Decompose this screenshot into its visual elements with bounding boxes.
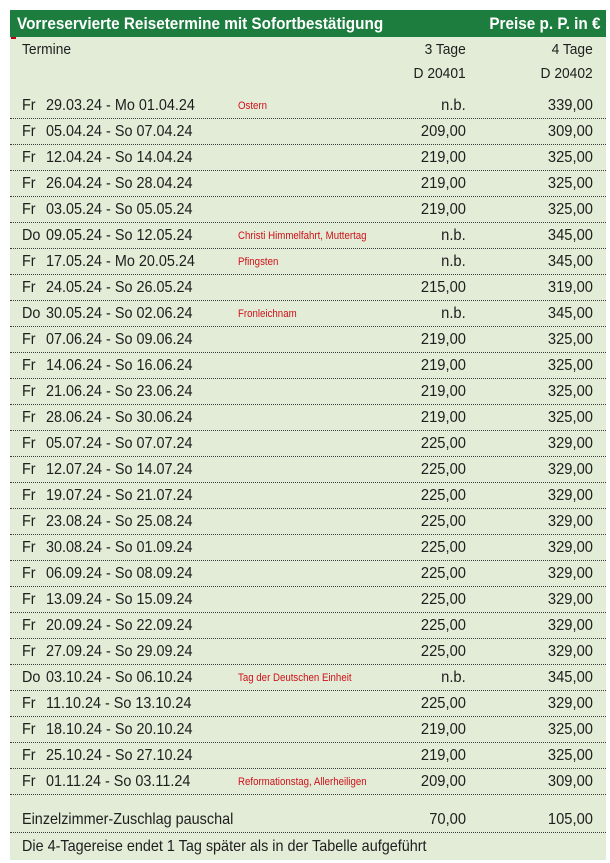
date-range: 25.10.24 - So 27.10.24 bbox=[46, 747, 193, 764]
date-range: 19.07.24 - So 21.07.24 bbox=[46, 487, 193, 504]
table-row bbox=[10, 717, 606, 743]
weekday: Fr bbox=[22, 721, 36, 738]
date-range: 18.10.24 - So 20.10.24 bbox=[46, 721, 193, 738]
price-4-days: 329,00 bbox=[547, 565, 593, 582]
price-3-days: 219,00 bbox=[420, 383, 466, 400]
date-range: 05.04.24 - So 07.04.24 bbox=[46, 123, 193, 140]
price-4-days: 329,00 bbox=[547, 539, 593, 556]
price-3-days: 225,00 bbox=[420, 617, 466, 634]
date-range: 14.06.24 - So 16.06.24 bbox=[46, 357, 193, 374]
price-4-days: 325,00 bbox=[547, 149, 593, 166]
price-4-days: 339,00 bbox=[547, 97, 593, 114]
date-range: 29.03.24 - Mo 01.04.24 bbox=[46, 97, 195, 114]
table-row bbox=[10, 613, 606, 639]
price-4-days: 329,00 bbox=[547, 513, 593, 530]
col-3tage-header: 3 Tage bbox=[424, 41, 466, 58]
price-3-days: 219,00 bbox=[420, 721, 466, 738]
price-3-days: n.b. bbox=[441, 227, 466, 244]
table-header-bar bbox=[10, 10, 606, 37]
footer-note-text: Die 4-Tagereise endet 1 Tag später als in der Tabelle aufgeführt bbox=[22, 838, 427, 855]
date-range: 28.06.24 - So 30.06.24 bbox=[46, 409, 193, 426]
holiday-note: Christi Himmelfahrt, Muttertag bbox=[238, 230, 367, 242]
price-4-days: 325,00 bbox=[547, 175, 593, 192]
price-4-days: 345,00 bbox=[547, 669, 593, 686]
price-3-days: 225,00 bbox=[420, 513, 466, 530]
weekday: Fr bbox=[22, 175, 36, 192]
price-3-days: 219,00 bbox=[420, 201, 466, 218]
price-4-days: 329,00 bbox=[547, 695, 593, 712]
table-row bbox=[10, 249, 606, 275]
table-title: Vorreservierte Reisetermine mit Sofortbestätigung bbox=[17, 14, 384, 33]
weekday: Do bbox=[22, 305, 41, 322]
weekday: Fr bbox=[22, 487, 36, 504]
price-3-days: n.b. bbox=[441, 253, 466, 270]
price-3-days: 219,00 bbox=[420, 747, 466, 764]
price-3-days: 219,00 bbox=[420, 357, 466, 374]
surcharge-price-3: 70,00 bbox=[429, 811, 466, 828]
date-range: 20.09.24 - So 22.09.24 bbox=[46, 617, 193, 634]
weekday: Fr bbox=[22, 149, 36, 166]
table-row bbox=[10, 223, 606, 249]
table-row bbox=[10, 145, 606, 171]
date-range: 03.10.24 - So 06.10.24 bbox=[46, 669, 193, 686]
table-row bbox=[10, 275, 606, 301]
table-row bbox=[10, 535, 606, 561]
weekday: Fr bbox=[22, 617, 36, 634]
price-4-days: 309,00 bbox=[547, 773, 593, 790]
surcharge-row bbox=[10, 807, 606, 833]
price-4-days: 325,00 bbox=[547, 201, 593, 218]
date-range: 06.09.24 - So 08.09.24 bbox=[46, 565, 193, 582]
price-3-days: 225,00 bbox=[420, 695, 466, 712]
table-row bbox=[10, 119, 606, 145]
table-row bbox=[10, 93, 606, 119]
col-termine-header: Termine bbox=[22, 41, 72, 58]
price-4-days: 329,00 bbox=[547, 591, 593, 608]
weekday: Fr bbox=[22, 513, 36, 530]
surcharge-price-4: 105,00 bbox=[547, 811, 593, 828]
date-range: 17.05.24 - Mo 20.05.24 bbox=[46, 253, 195, 270]
table-row bbox=[10, 509, 606, 535]
price-3-days: 225,00 bbox=[420, 565, 466, 582]
column-headers bbox=[10, 38, 606, 94]
table-row bbox=[10, 327, 606, 353]
date-range: 07.06.24 - So 09.06.24 bbox=[46, 331, 193, 348]
table-row bbox=[10, 353, 606, 379]
weekday: Fr bbox=[22, 461, 36, 478]
weekday: Fr bbox=[22, 357, 36, 374]
weekday: Fr bbox=[22, 695, 36, 712]
price-3-days: 225,00 bbox=[420, 539, 466, 556]
table-row bbox=[10, 301, 606, 327]
price-4-days: 325,00 bbox=[547, 409, 593, 426]
date-range: 11.10.24 - So 13.10.24 bbox=[46, 695, 192, 712]
table-row bbox=[10, 691, 606, 717]
price-3-days: 225,00 bbox=[420, 435, 466, 452]
price-3-days: 219,00 bbox=[420, 175, 466, 192]
date-range: 23.08.24 - So 25.08.24 bbox=[46, 513, 193, 530]
table-row bbox=[10, 405, 606, 431]
price-4-days: 329,00 bbox=[547, 617, 593, 634]
price-table bbox=[10, 10, 606, 860]
weekday: Fr bbox=[22, 279, 36, 296]
price-4-days: 309,00 bbox=[547, 123, 593, 140]
price-4-days: 345,00 bbox=[547, 253, 593, 270]
table-row bbox=[10, 769, 606, 795]
table-row bbox=[10, 665, 606, 691]
table-row bbox=[10, 743, 606, 769]
weekday: Fr bbox=[22, 123, 36, 140]
date-range: 30.05.24 - So 02.06.24 bbox=[46, 305, 193, 322]
price-3-days: 225,00 bbox=[420, 487, 466, 504]
table-row bbox=[10, 171, 606, 197]
table-row bbox=[10, 483, 606, 509]
weekday: Fr bbox=[22, 97, 36, 114]
col-4tage-header: 4 Tage bbox=[551, 41, 593, 58]
weekday: Fr bbox=[22, 591, 36, 608]
col-4tage-code: D 20402 bbox=[540, 65, 593, 82]
price-3-days: 209,00 bbox=[420, 773, 466, 790]
date-range: 12.04.24 - So 14.04.24 bbox=[46, 149, 193, 166]
price-3-days: 219,00 bbox=[420, 149, 466, 166]
price-3-days: 225,00 bbox=[420, 461, 466, 478]
weekday: Fr bbox=[22, 747, 36, 764]
date-range: 24.05.24 - So 26.05.24 bbox=[46, 279, 193, 296]
date-range: 30.08.24 - So 01.09.24 bbox=[46, 539, 193, 556]
date-range: 03.05.24 - So 05.05.24 bbox=[46, 201, 193, 218]
weekday: Fr bbox=[22, 331, 36, 348]
price-3-days: 219,00 bbox=[420, 409, 466, 426]
table-row bbox=[10, 197, 606, 223]
date-range: 01.11.24 - So 03.11.24 bbox=[46, 773, 191, 790]
holiday-note: Pfingsten bbox=[238, 256, 279, 268]
holiday-note: Fronleichnam bbox=[238, 308, 297, 320]
weekday: Fr bbox=[22, 253, 36, 270]
weekday: Fr bbox=[22, 773, 36, 790]
price-4-days: 325,00 bbox=[547, 357, 593, 374]
surcharge-label: Einzelzimmer-Zuschlag pauschal bbox=[22, 811, 234, 828]
date-range: 21.06.24 - So 23.06.24 bbox=[46, 383, 193, 400]
weekday: Fr bbox=[22, 383, 36, 400]
price-note: Preise p. P. in € bbox=[488, 14, 600, 33]
price-4-days: 329,00 bbox=[547, 487, 593, 504]
weekday: Fr bbox=[22, 201, 36, 218]
date-range: 27.09.24 - So 29.09.24 bbox=[46, 643, 193, 660]
date-range: 26.04.24 - So 28.04.24 bbox=[46, 175, 193, 192]
price-4-days: 329,00 bbox=[547, 461, 593, 478]
col-3tage-code: D 20401 bbox=[413, 65, 466, 82]
weekday: Fr bbox=[22, 409, 36, 426]
price-4-days: 319,00 bbox=[547, 279, 593, 296]
weekday: Fr bbox=[22, 643, 36, 660]
price-4-days: 329,00 bbox=[547, 643, 593, 660]
price-3-days: 225,00 bbox=[420, 591, 466, 608]
price-4-days: 325,00 bbox=[547, 383, 593, 400]
price-4-days: 329,00 bbox=[547, 435, 593, 452]
price-3-days: 209,00 bbox=[420, 123, 466, 140]
holiday-note: Ostern bbox=[238, 100, 268, 112]
footer-note bbox=[10, 833, 606, 859]
holiday-note: Reformationstag, Allerheiligen bbox=[238, 776, 367, 788]
table-row bbox=[10, 431, 606, 457]
price-4-days: 325,00 bbox=[547, 721, 593, 738]
price-3-days: 215,00 bbox=[420, 279, 466, 296]
table-row bbox=[10, 587, 606, 613]
holiday-note: Tag der Deutschen Einheit bbox=[238, 672, 352, 684]
price-3-days: n.b. bbox=[441, 669, 466, 686]
table-row bbox=[10, 457, 606, 483]
weekday: Fr bbox=[22, 539, 36, 556]
price-3-days: 225,00 bbox=[420, 643, 466, 660]
date-range: 12.07.24 - So 14.07.24 bbox=[46, 461, 193, 478]
date-range: 13.09.24 - So 15.09.24 bbox=[46, 591, 193, 608]
price-3-days: 219,00 bbox=[420, 331, 466, 348]
price-4-days: 325,00 bbox=[547, 747, 593, 764]
price-4-days: 325,00 bbox=[547, 331, 593, 348]
price-3-days: n.b. bbox=[441, 97, 466, 114]
price-4-days: 345,00 bbox=[547, 305, 593, 322]
table-row bbox=[10, 639, 606, 665]
date-range: 05.07.24 - So 07.07.24 bbox=[46, 435, 193, 452]
weekday: Do bbox=[22, 227, 41, 244]
table-row bbox=[10, 561, 606, 587]
weekday: Fr bbox=[22, 565, 36, 582]
weekday: Fr bbox=[22, 435, 36, 452]
table-row bbox=[10, 379, 606, 405]
weekday: Do bbox=[22, 669, 41, 686]
date-range: 09.05.24 - So 12.05.24 bbox=[46, 227, 193, 244]
price-4-days: 345,00 bbox=[547, 227, 593, 244]
price-3-days: n.b. bbox=[441, 305, 466, 322]
